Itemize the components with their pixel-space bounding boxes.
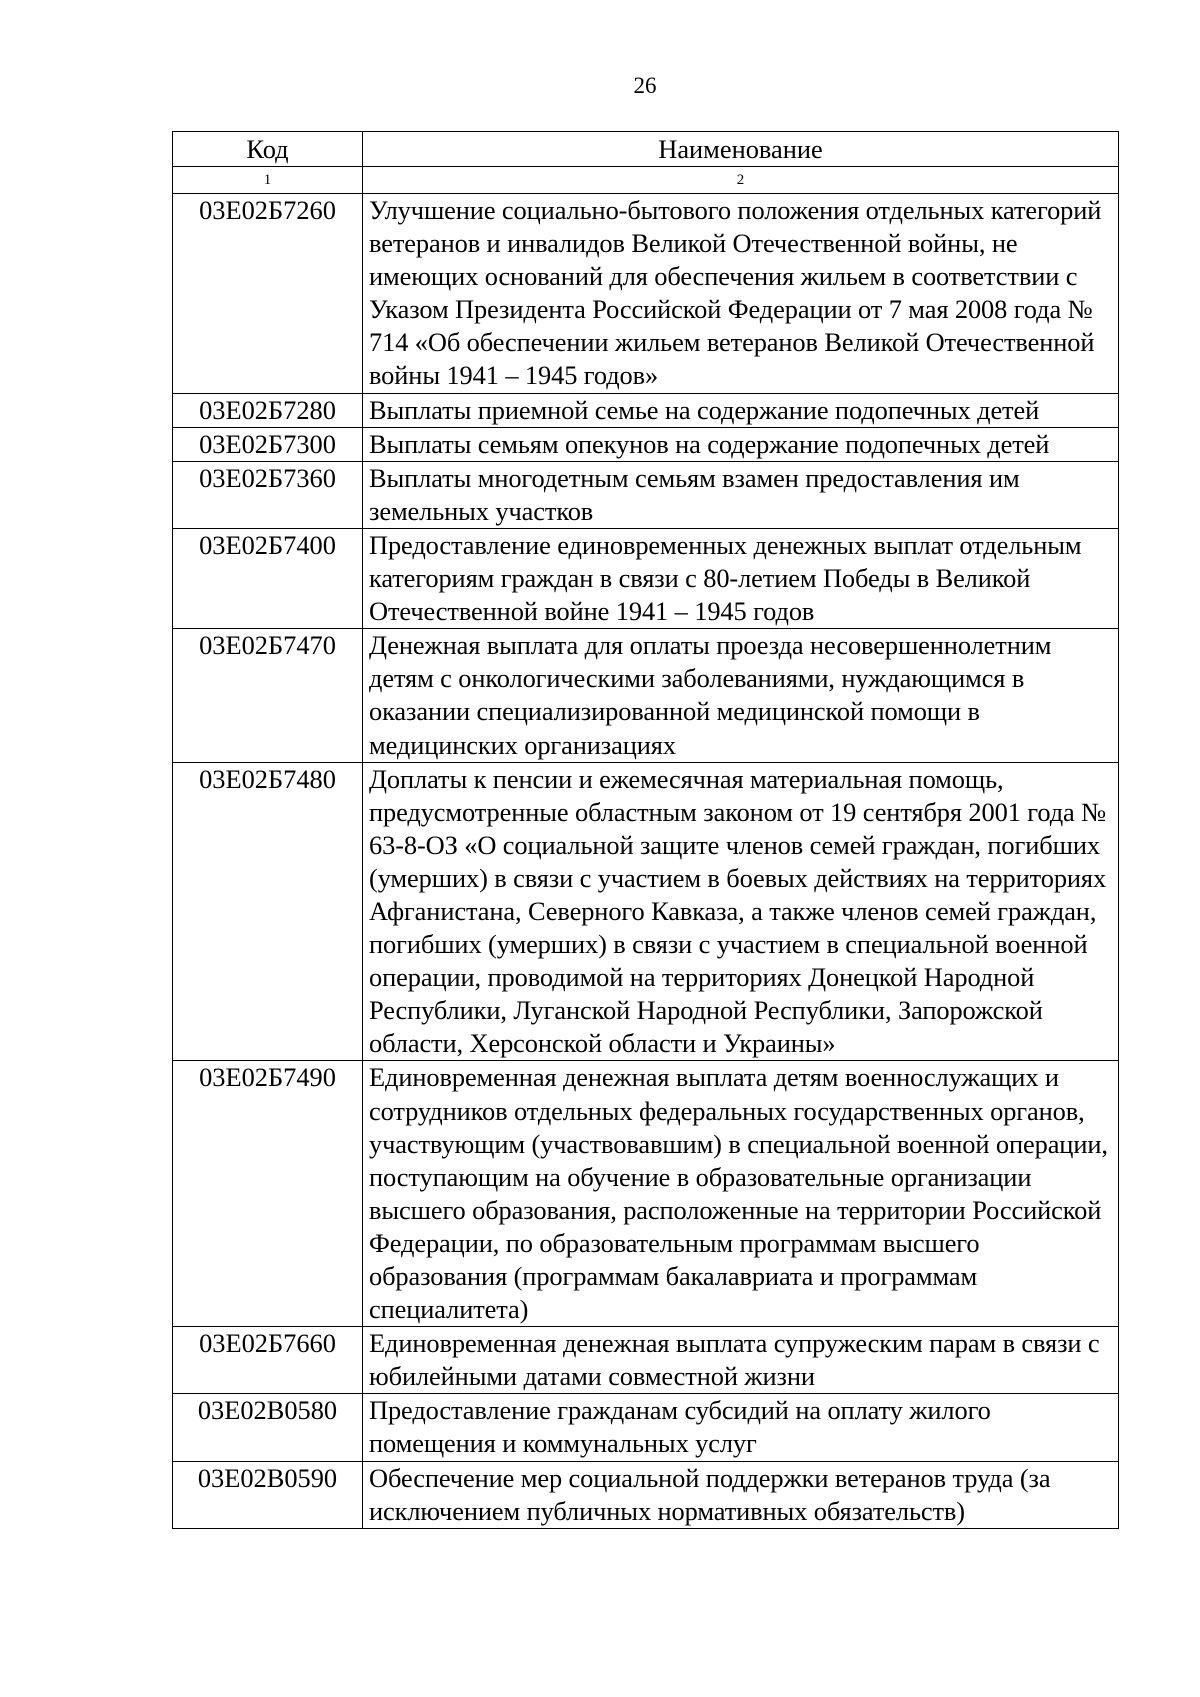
column-number-2: 2 [363,167,1119,194]
table-row [173,762,1119,1061]
page-number: 26 [633,73,657,98]
code-cell: 03Е02В0580 [173,1394,363,1461]
column-number-row [173,167,1119,194]
name-cell: Предоставление гражданам субсидий на оплату жилого помещения и коммунальных услуг [363,1394,1119,1461]
column-number-1: 1 [173,167,363,194]
name-cell: Выплаты многодетным семьям взамен предоставления им земельных участков [363,461,1119,528]
name-cell: Единовременная денежная выплата детям военнослужащих и сотрудников отдельных федеральных государственных органов, участвующим (участвовавшим) в специальной военной операции, поступающим на обучение в образовательные организации высшего образования, расположенные на территории Российской Федерации, по образовательным программам высшего образования (программам бакалавриата и программам специалитета) [363,1061,1119,1327]
table-row [173,461,1119,528]
code-cell: 03Е02В0590 [173,1461,363,1528]
table-row [173,1461,1119,1528]
table-row [173,1327,1119,1394]
table-row [173,1394,1119,1461]
name-cell: Денежная выплата для оплаты проезда несовершеннолетним детям с онкологическими заболеваниями, нуждающимся в оказании специализированной медицинской помощи в медицинских организациях [363,629,1119,762]
code-cell: 03Е02Б7490 [173,1061,363,1327]
code-cell: 03Е02Б7480 [173,762,363,1061]
name-cell: Выплаты приемной семье на содержание подопечных детей [363,393,1119,427]
code-cell: 03Е02Б7260 [173,194,363,394]
name-cell: Единовременная денежная выплата супружеским парам в связи с юбилейными датами совместной жизни [363,1327,1119,1394]
column-header-name: Наименование [363,132,1119,167]
name-cell: Доплаты к пенсии и ежемесячная материальная помощь, предусмотренные областным законом от 19 сентября 2001 года № 63-8-ОЗ «О социальной защите членов семей граждан, погибших (умерших) в связи с участием в боевых действиях на территориях Афганистана, Северного Кавказа, а также членов семей граждан, погибших (умерших) в связи с участием в специальной военной операции, проводимой на территориях Донецкой Народной Республики, Луганской Народной Республики, Запорожской области, Херсонской области и Украины» [363,762,1119,1061]
name-cell: Улучшение социально-бытового положения отдельных категорий ветеранов и инвалидов Великой Отечественной войны, не имеющих оснований для обеспечения жильем в соответствии с Указом Президента Российской Федерации от 7 мая 2008 года № 714 «Об обеспечении жильем ветеранов Великой Отечественной войны 1941 – 1945 годов» [363,194,1119,394]
code-cell: 03Е02Б7470 [173,629,363,762]
column-header-code: Код [173,132,363,167]
code-cell: 03Е02Б7280 [173,393,363,427]
code-cell: 03Е02Б7400 [173,528,363,628]
name-cell: Предоставление единовременных денежных выплат отдельным категориям граждан в связи с 80-летием Победы в Великой Отечественной войне 1941 – 1945 годов [363,528,1119,628]
table-header-row [173,132,1119,167]
budget-codes-table [172,131,1119,1529]
table-row [173,629,1119,762]
table-row [173,393,1119,427]
name-cell: Выплаты семьям опекунов на содержание подопечных детей [363,427,1119,461]
table-row [173,194,1119,394]
code-cell: 03Е02Б7660 [173,1327,363,1394]
name-cell: Обеспечение мер социальной поддержки ветеранов труда (за исключением публичных нормативных обязательств) [363,1461,1119,1528]
code-cell: 03Е02Б7360 [173,461,363,528]
table-row [173,528,1119,628]
table-row [173,427,1119,461]
table-row [173,1061,1119,1327]
code-cell: 03Е02Б7300 [173,427,363,461]
